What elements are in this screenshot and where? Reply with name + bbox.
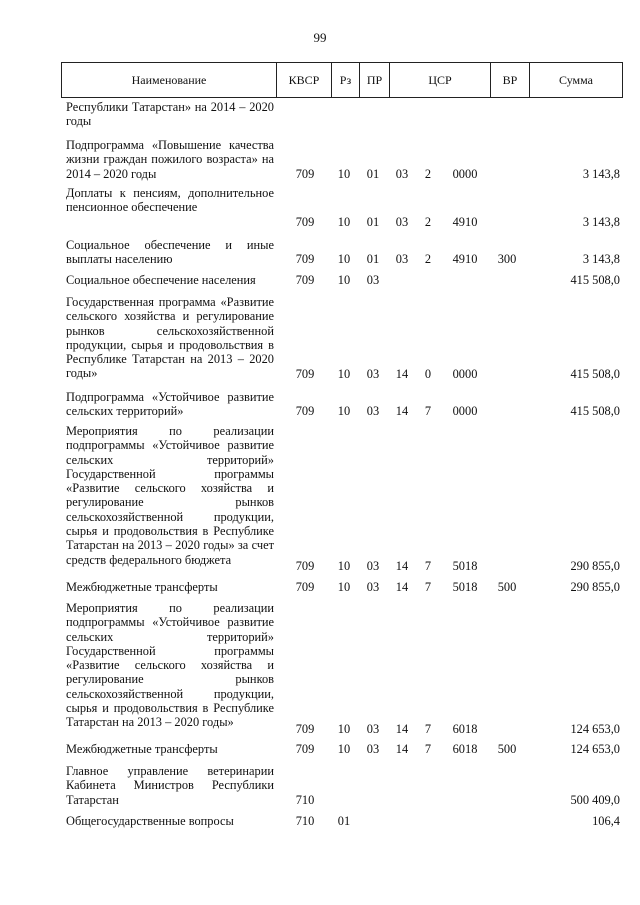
row-kvsr: 709 (295, 722, 315, 736)
row-name: Доплаты к пенсиям, дополнительное пенсионное обеспечение (66, 186, 274, 215)
row-pr: 01 (366, 215, 380, 229)
row-pr: 03 (366, 367, 380, 381)
row-pr: 03 (366, 404, 380, 418)
header-name: Наименование (131, 72, 207, 87)
row-rz: 10 (337, 722, 351, 736)
row-kvsr: 709 (295, 580, 315, 594)
row-pr: 03 (366, 273, 380, 287)
row-csr-program: 03 (395, 167, 409, 181)
row-rz: 10 (337, 167, 351, 181)
row-csr-code: 4910 (452, 252, 478, 266)
row-name: Общегосударственные вопросы (66, 814, 234, 828)
row-kvsr: 709 (295, 215, 315, 229)
row-csr-subprogram: 7 (424, 404, 432, 418)
row-csr-subprogram: 7 (424, 742, 432, 756)
row-pr: 03 (366, 722, 380, 736)
row-csr-subprogram: 7 (424, 559, 432, 573)
row-csr-subprogram: 2 (424, 215, 432, 229)
row-sum: 500 409,0 (570, 793, 620, 807)
page-number: 99 (313, 30, 327, 45)
row-csr-code: 5018 (452, 580, 478, 594)
row-sum: 124 653,0 (570, 722, 620, 736)
row-kvsr: 709 (295, 742, 315, 756)
row-rz: 10 (337, 215, 351, 229)
row-name: Межбюджетные трансферты (66, 580, 218, 594)
row-csr-code: 0000 (452, 404, 478, 418)
row-kvsr: 709 (295, 167, 315, 181)
row-rz: 10 (337, 559, 351, 573)
row-csr-subprogram: 7 (424, 580, 432, 594)
row-name: Межбюджетные трансферты (66, 742, 218, 756)
row-vr: 300 (497, 252, 517, 266)
row-sum: 124 653,0 (570, 742, 620, 756)
row-pr: 01 (366, 167, 380, 181)
row-rz: 01 (337, 814, 351, 828)
header-pr: ПР (359, 63, 389, 97)
row-kvsr: 710 (295, 814, 315, 828)
header-csr: ЦСР (389, 63, 490, 97)
header-rz: Рз (331, 63, 359, 97)
row-csr-program: 03 (395, 252, 409, 266)
row-sum: 3 143,8 (582, 215, 620, 229)
row-rz: 10 (337, 273, 351, 287)
row-name: Республики Татарстан» на 2014 – 2020 годы (66, 100, 274, 129)
row-csr-program: 03 (395, 215, 409, 229)
row-csr-program: 14 (395, 742, 409, 756)
header-sum: Сумма (529, 63, 622, 97)
row-name: Подпрограмма «Повышение качества жизни граждан пожилого возраста» на 2014 – 2020 годы (66, 138, 274, 181)
table-header (61, 62, 623, 98)
row-csr-subprogram: 7 (424, 722, 432, 736)
row-csr-subprogram: 0 (424, 367, 432, 381)
header-kvsr: КВСР (276, 63, 331, 97)
row-name: Мероприятия по реализации подпрограммы «Устойчивое развитие сельских территорий» Государственной программы «Развитие сельского хозяйства и регулирование рынков сельскохозяйственной продукции, сырья и продовольствия в Республике Татарстан на 2013 – 2020 годы» (66, 601, 274, 730)
row-csr-code: 5018 (452, 559, 478, 573)
row-csr-subprogram: 2 (424, 252, 432, 266)
row-csr-code: 6018 (452, 722, 478, 736)
row-pr: 01 (366, 252, 380, 266)
row-name: Мероприятия по реализации подпрограммы «Устойчивое развитие сельских территорий» Государственной программы «Развитие сельского хозяйства и регулирование рынков сельскохозяйственной продукции, сырья и продовольствия в Республике Татарстан на 2013 – 2020 годы» за счет средств федерального бюджета (66, 424, 274, 567)
row-sum: 290 855,0 (570, 559, 620, 573)
row-csr-program: 14 (395, 559, 409, 573)
row-csr-subprogram: 2 (424, 167, 432, 181)
row-name: Главное управление ветеринарии Кабинета Министров Республики Татарстан (66, 764, 274, 807)
row-kvsr: 709 (295, 367, 315, 381)
row-kvsr: 709 (295, 404, 315, 418)
row-vr: 500 (497, 742, 517, 756)
row-pr: 03 (366, 742, 380, 756)
row-kvsr: 709 (295, 559, 315, 573)
row-sum: 415 508,0 (570, 273, 620, 287)
row-kvsr: 709 (295, 252, 315, 266)
row-csr-code: 4910 (452, 215, 478, 229)
row-csr-program: 14 (395, 404, 409, 418)
row-csr-code: 6018 (452, 742, 478, 756)
row-kvsr: 710 (295, 793, 315, 807)
row-name: Социальное обеспечение и иные выплаты населению (66, 238, 274, 267)
row-name: Подпрограмма «Устойчивое развитие сельских территорий» (66, 390, 274, 419)
row-sum: 106,4 (592, 814, 620, 828)
row-csr-program: 14 (395, 722, 409, 736)
row-rz: 10 (337, 404, 351, 418)
row-csr-program: 14 (395, 367, 409, 381)
row-sum: 415 508,0 (570, 404, 620, 418)
row-pr: 03 (366, 580, 380, 594)
row-sum: 3 143,8 (582, 252, 620, 266)
row-rz: 10 (337, 367, 351, 381)
row-rz: 10 (337, 742, 351, 756)
row-rz: 10 (337, 580, 351, 594)
row-name: Государственная программа «Развитие сельского хозяйства и регулирование рынков сельскохозяйственной продукции, сырья и продовольствия в Республике Татарстан на 2013 – 2020 годы» (66, 295, 274, 381)
row-name: Социальное обеспечение населения (66, 273, 256, 287)
row-sum: 290 855,0 (570, 580, 620, 594)
row-rz: 10 (337, 252, 351, 266)
row-csr-program: 14 (395, 580, 409, 594)
row-sum: 3 143,8 (582, 167, 620, 181)
header-vr: ВР (490, 63, 529, 97)
row-kvsr: 709 (295, 273, 315, 287)
row-csr-code: 0000 (452, 167, 478, 181)
row-csr-code: 0000 (452, 367, 478, 381)
row-pr: 03 (366, 559, 380, 573)
row-vr: 500 (497, 580, 517, 594)
row-sum: 415 508,0 (570, 367, 620, 381)
